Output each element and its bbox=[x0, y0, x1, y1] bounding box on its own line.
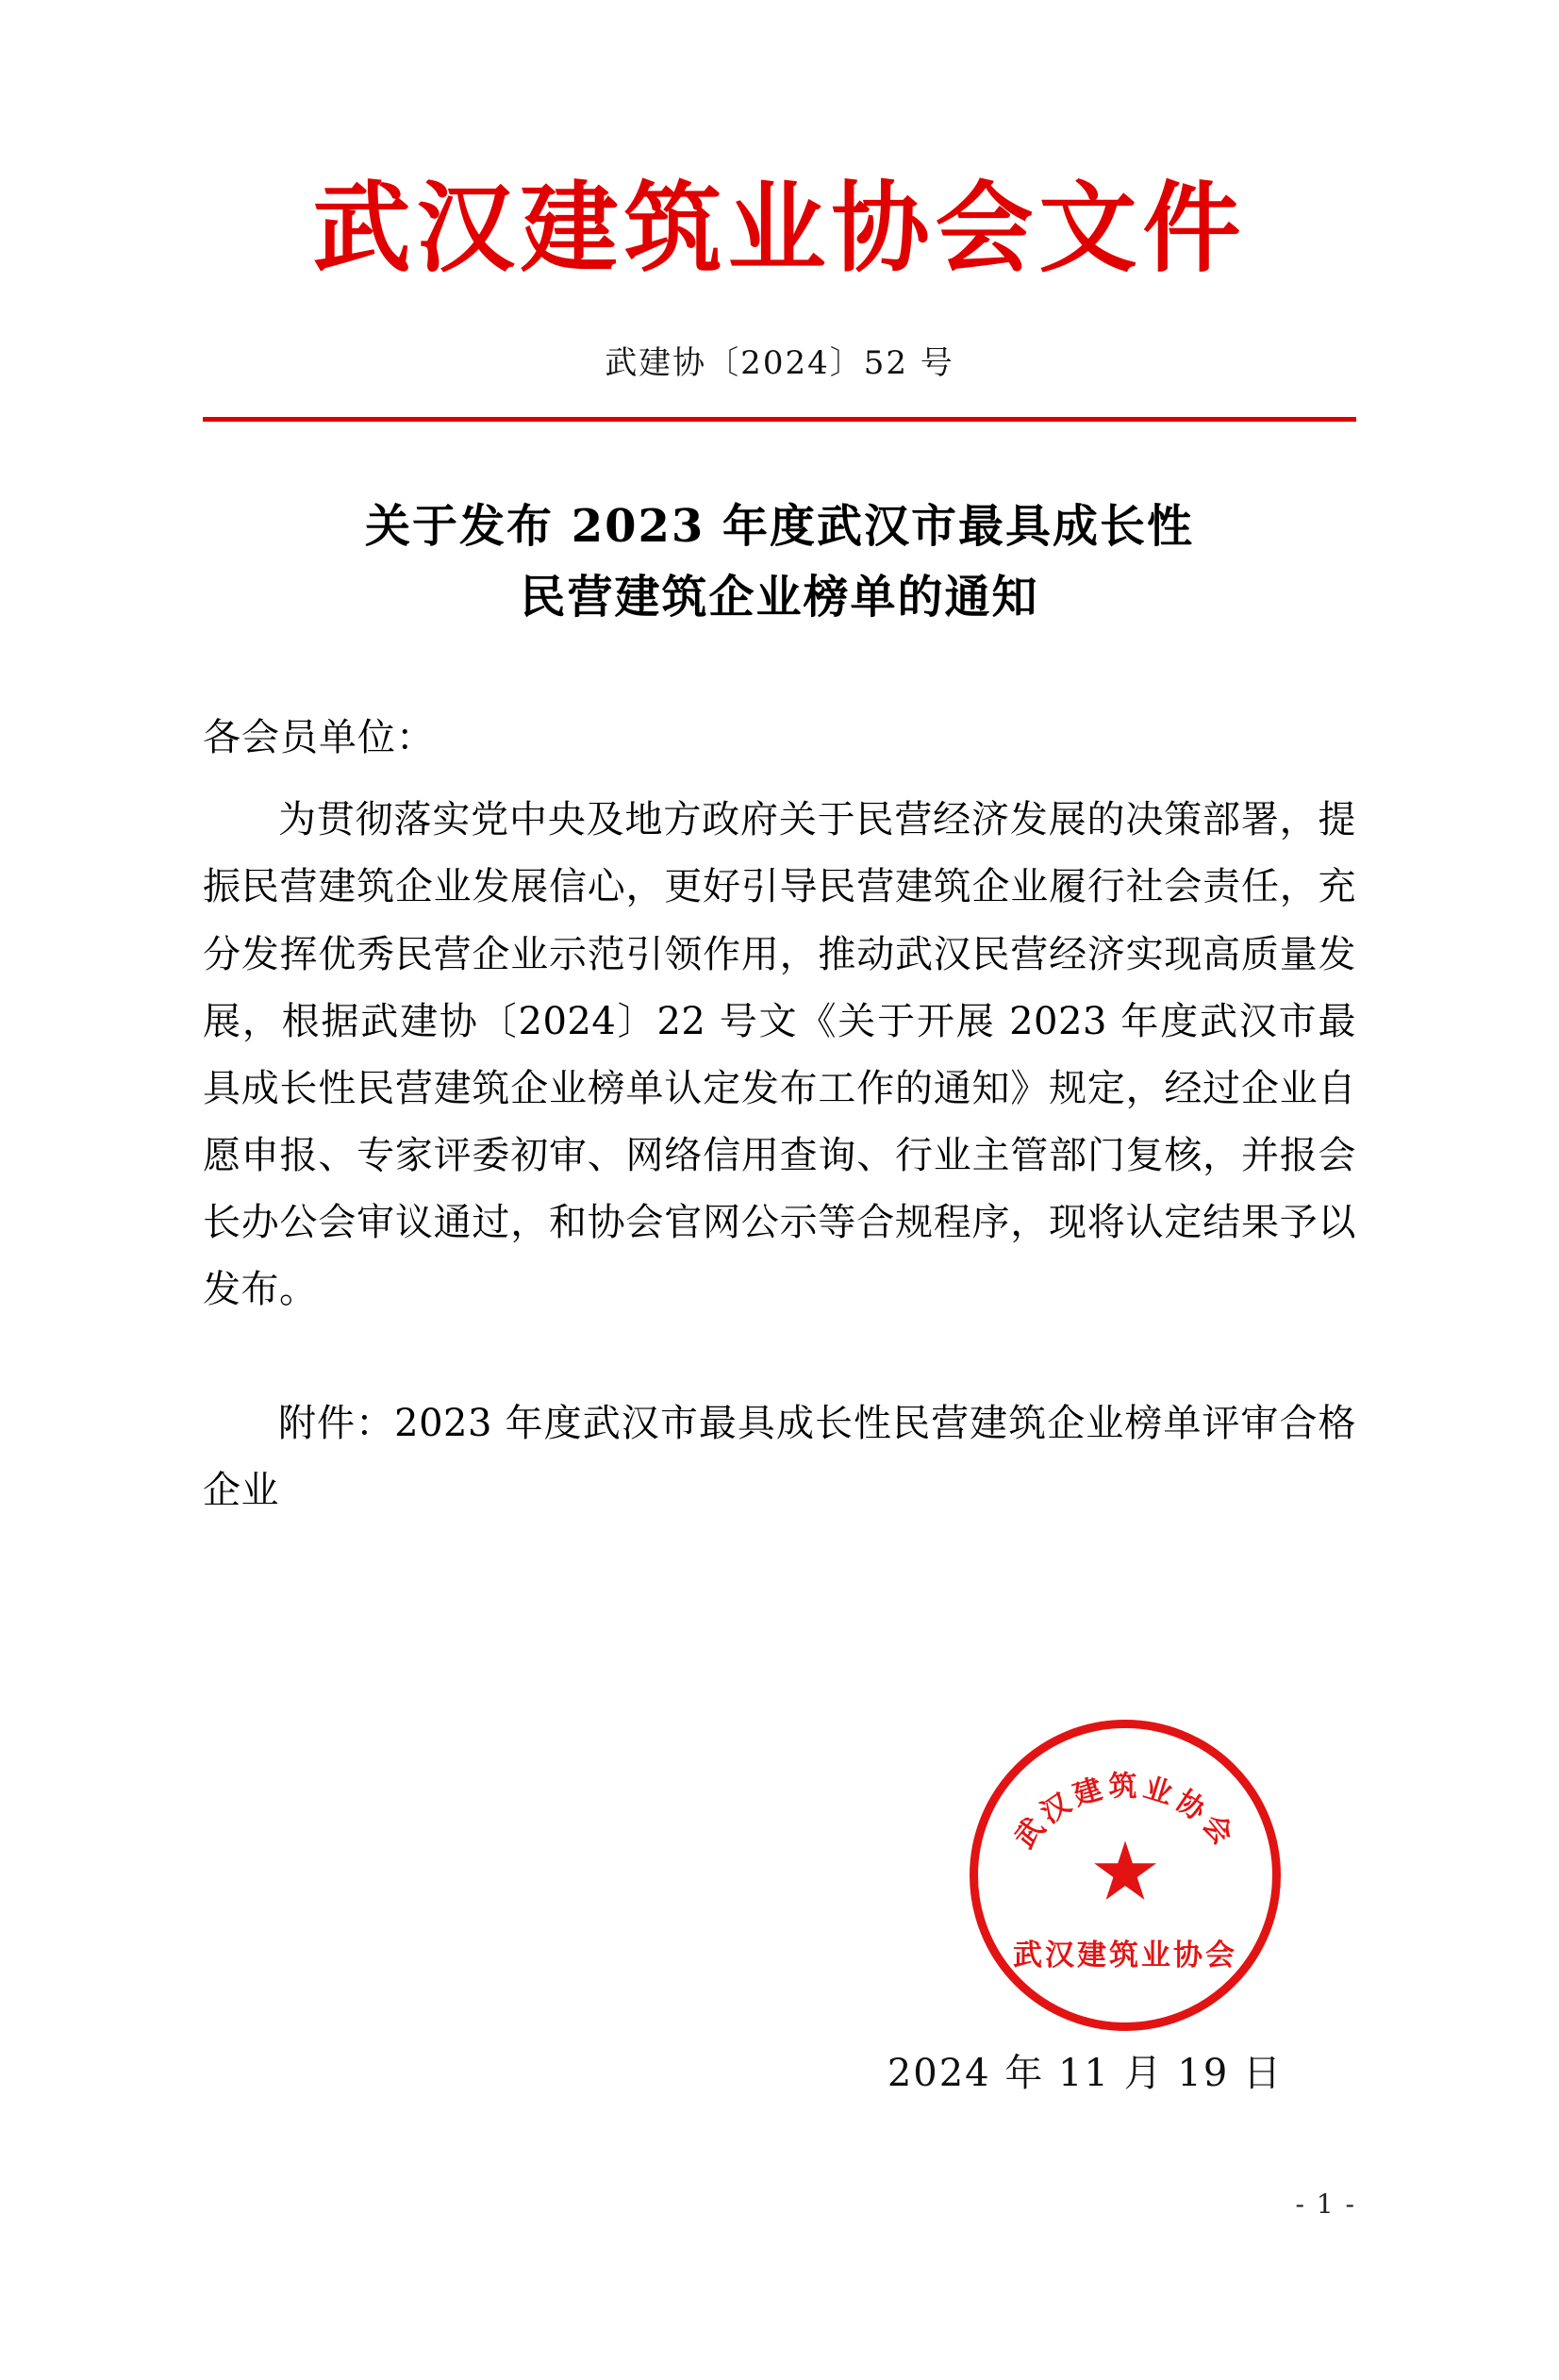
document-page bbox=[0, 170, 1559, 2380]
salutation-text: 各会员单位： bbox=[203, 716, 435, 760]
seal-arc-label: 武汉建筑业协会 bbox=[1008, 1770, 1242, 1856]
page-number: - 1 - bbox=[1295, 2189, 1356, 2220]
seal-bottom-label: 武汉建筑业协会 bbox=[1013, 1939, 1237, 1972]
page-title bbox=[203, 491, 1356, 632]
attachment-line: 附件：2023 年度武汉市最具成长性民营建筑企业榜单评审合格企业 bbox=[203, 1401, 1356, 1512]
official-seal-icon bbox=[970, 1720, 1281, 2031]
page-title-line-1: 关于发布 2023 年度武汉市最具成长性 bbox=[364, 500, 1195, 554]
body-paragraph: 为贯彻落实党中央及地方政府关于民营经济发展的决策部署，提振民营建筑企业发展信心，更好引导民营建筑企业履行社会责任，充分发挥优秀民营企业示范引领作用，推动武汉民营经济实现高质量发展，根据武建协〔2024〕22 号文《关于开展 2023 年度武汉市最具成长性民营建筑企业榜单认定发布工作的通知》规定，经过企业自愿申报、专家评委初审、网络信用查询、行业主管部门复核，并报会长办公会审议通过，和协会官网公示等合规程序，现将认定结果予以发布。 bbox=[203, 798, 1356, 1312]
red-divider-rule bbox=[203, 417, 1356, 422]
seal-star-icon: ★ bbox=[1088, 1824, 1162, 1920]
masthead-title: 武汉建筑业协会文件 bbox=[312, 170, 1247, 286]
page-title-line-2: 民营建筑企业榜单的通知 bbox=[520, 570, 1039, 624]
signature-block bbox=[828, 1757, 1356, 2097]
document-number: 武建协〔2024〕52 号 bbox=[605, 344, 954, 383]
signature-date: 2024 年 11 月 19 日 bbox=[887, 2052, 1283, 2095]
